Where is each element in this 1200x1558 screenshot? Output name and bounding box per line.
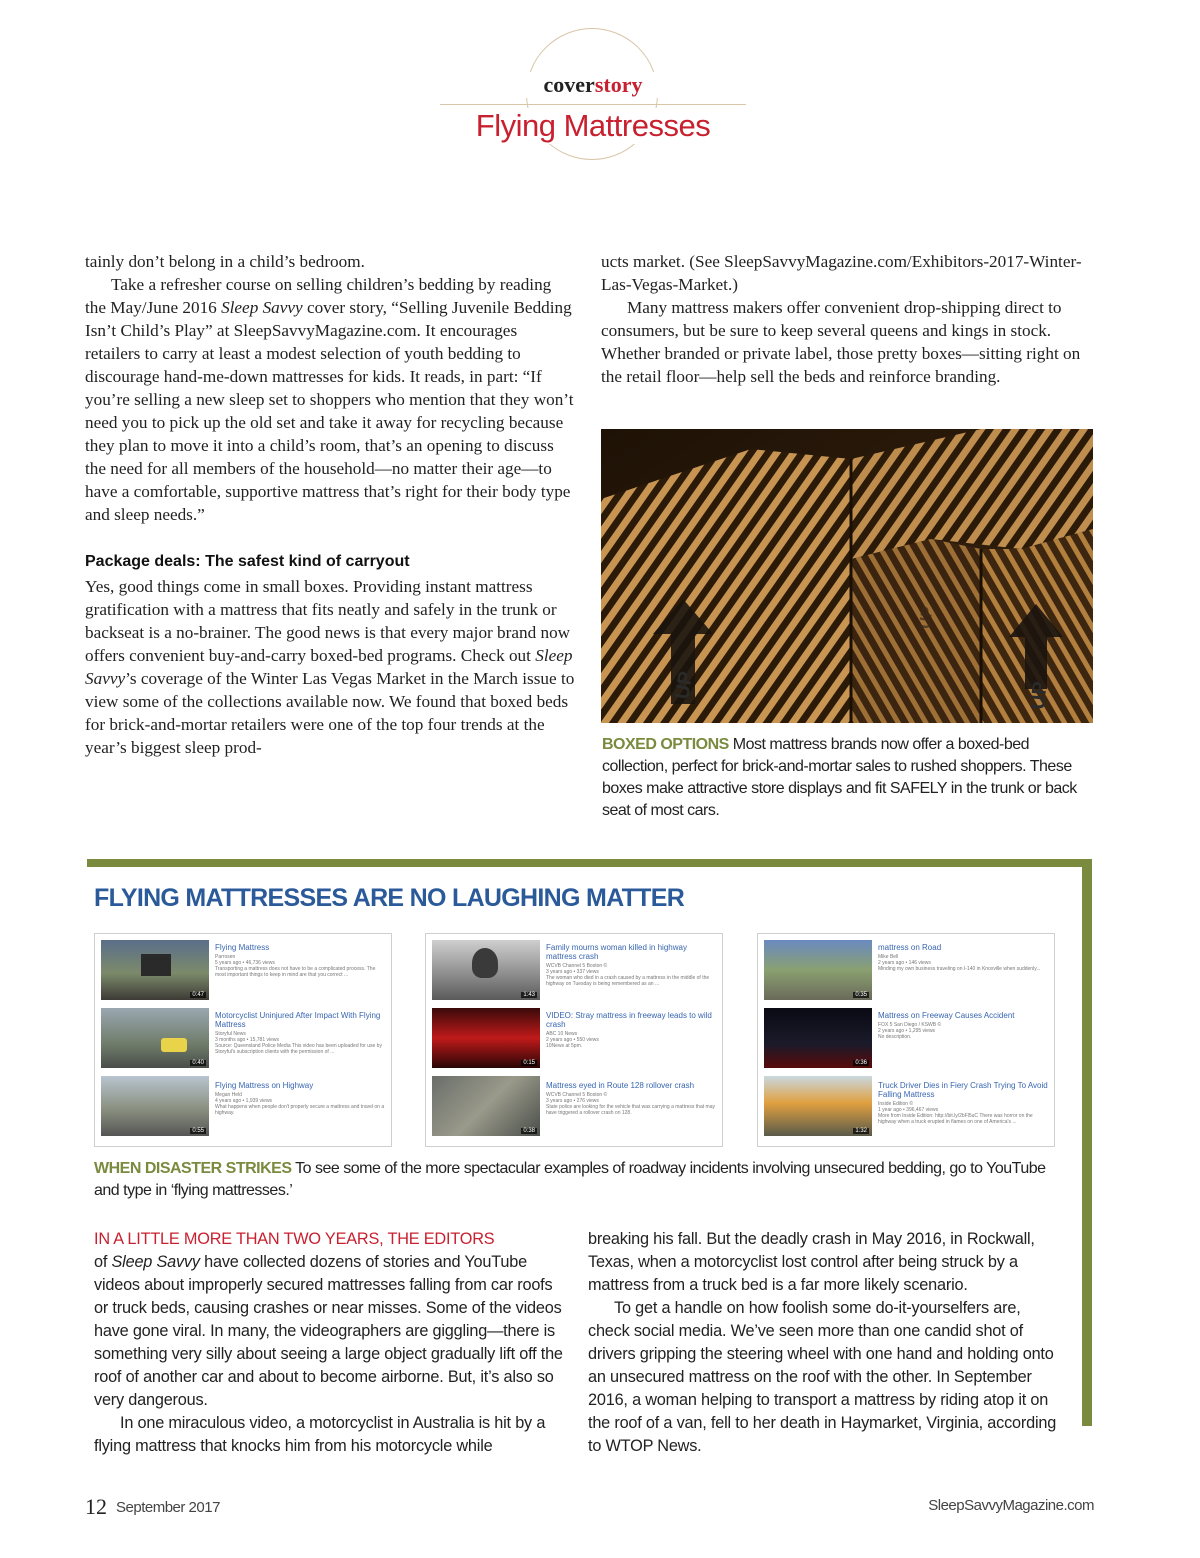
left-p1: tainly don’t belong in a child’s bedroom.	[85, 252, 365, 271]
video-title[interactable]: Mattress eyed in Route 128 rollover crash	[546, 1081, 695, 1090]
subhead-package-deals: Package deals: The safest kind of carryout	[85, 553, 410, 570]
video-channel: Storyful News	[215, 1031, 246, 1037]
video-stats: 1 year ago • 396,467 views	[878, 1107, 939, 1113]
video-thumbnail	[764, 940, 872, 1000]
video-duration: 0:47	[192, 992, 204, 998]
video-description: More from Inside Edition: http://bit.ly/2bFl5uC There was horror on the highway when a truck erupted in flames on one of America's ...	[878, 1113, 1033, 1125]
video-stats: 3 months ago • 15,781 views	[215, 1037, 280, 1043]
video-thumbnail	[101, 1076, 209, 1136]
video-description: Transporting a mattress does not have to be a complicated process. The most important things to keep in mind are that you correct ...	[215, 966, 376, 978]
video-description: 10News at 5pm.	[546, 1043, 583, 1049]
video-channel: ABC 10 News	[546, 1031, 578, 1037]
youtube-screenshot-3	[757, 933, 1055, 1147]
video-meta	[215, 954, 387, 978]
video-duration: 1:32	[855, 1128, 867, 1134]
left-p3-text-a: Yes, good things come in small boxes. Providing instant mattress gratification with a mattress that fits neatly and safely in the trunk or backseat is a no-brainer. The good news is that every major brand now offers convenient buy-and-carry boxed-bed programs. Check out	[85, 577, 571, 665]
video-thumbnail	[101, 1008, 209, 1068]
col1-text-a: of	[94, 1253, 112, 1271]
video-channel: WCVB Channel 5 Boston ©	[546, 963, 608, 969]
video-meta	[215, 1092, 387, 1116]
sidebar-right-rule	[1082, 859, 1092, 1426]
page-headline: Flying Mattresses	[440, 108, 746, 144]
page-number: 12	[85, 1494, 107, 1519]
col1-italic: Sleep Savvy	[111, 1253, 200, 1271]
video-channel: FOX 5 San Diego / KSWB ©	[878, 1022, 942, 1028]
left-p3-text-b: ’s coverage of the Winter Las Vegas Market in the March issue to view some of the collections available now. We found that boxed beds for brick-and-mortar retailers were one of the top four trends at the year’s biggest sleep prod-	[85, 669, 575, 757]
video-description: Minding my own business traveling on I-140 in Knoxville when suddenly...	[878, 966, 1041, 972]
video-description: The woman who died in a crash caused by a mattress in the middle of the highway on Tuesday is being remembered as an ...	[546, 975, 710, 987]
sidebar-column-2	[588, 1228, 1064, 1458]
video-title[interactable]: mattress on Road	[878, 943, 942, 952]
video-duration: 1:43	[523, 992, 535, 998]
video-title[interactable]: Truck Driver Dies in Fiery Crash Trying To Avoid Falling Mattress	[878, 1081, 1048, 1099]
sidebar-col1-p1	[94, 1228, 570, 1412]
sidebar-column-1	[94, 1228, 570, 1458]
left-p3-italic: Sleep Savvy	[85, 646, 573, 688]
sidebar-top-rule	[87, 859, 1092, 867]
sidebar-col2-p2: To get a handle on how foolish some do-it-yourselfers are, check social media. We’ve seen more than one candid shot of drivers gripping the steering wheel with one hand and holding onto an unsecured mattress on the roof with the other. In September 2016, a woman helping to transport a mattress by riding atop it on the roof of a van, fell to her death in Haymarket, Virginia, according to WTOP News.	[588, 1299, 1057, 1455]
video-channel: Inside Edition ©	[878, 1101, 914, 1107]
video-duration: 0:55	[192, 1128, 204, 1134]
boxed-options-caption	[602, 734, 1090, 822]
boxes-photo	[601, 429, 1093, 723]
video-stats: 4 years ago • 1,939 views	[215, 1098, 273, 1104]
video-meta	[215, 1031, 387, 1055]
video-title[interactable]: VIDEO: Stray mattress in freeway leads to wild crash	[546, 1011, 712, 1029]
left-p2-italic: Sleep Savvy	[221, 298, 303, 317]
video-title[interactable]: Motorcyclist Uninjured After Impact With Flying Mattress	[215, 1011, 381, 1029]
caption-text: To see some of the more spectacular examples of roadway incidents involving unsecured bedding, go to YouTube and type in ‘flying mattresses.’	[94, 1160, 1046, 1199]
car-shape	[161, 1038, 187, 1052]
video-meta	[546, 1092, 718, 1116]
video-channel: Megan Held	[215, 1092, 242, 1098]
col1-text-b: have collected dozens of stories and YouTube videos about improperly secured mattresses falling from car roofs or truck beds, causing crashes or near misses. Some of the videos have gone viral. In many, the videographers are giggling—there is something very silly about seeing a large object gradually lift off the roof of another car and about to become airborne. But, it’s also so very dangerous.	[94, 1253, 563, 1409]
video-stats: 2 years ago • 146 views	[878, 960, 931, 966]
video-duration: 0:15	[523, 1060, 535, 1066]
youtube-screenshot-1	[94, 933, 392, 1147]
video-thumbnail	[764, 1008, 872, 1068]
sidebar-col1-p2: In one miraculous video, a motorcyclist in Australia is hit by a flying mattress that knocks him from his motorcycle while	[94, 1414, 546, 1455]
video-thumbnail	[432, 940, 540, 1000]
disaster-caption	[94, 1158, 1069, 1202]
box-label-up-3: UP	[1027, 680, 1052, 711]
video-thumbnail	[764, 1076, 872, 1136]
video-stats: 3 years ago • 276 views	[546, 1098, 599, 1104]
right-p2: Many mattress makers offer convenient drop-shipping direct to consumers, but be sure to keep several queens and kings in stock. Whether branded or private label, those pretty boxes—sitting right on the retail floor—help sell the beds and reinforce branding.	[601, 298, 1081, 386]
left-p2-text-b: cover story, “Selling Juvenile Bedding Isn’t Child’s Play” at SleepSavvyMagazine.com. It encourages retailers to carry at least a modest selection of youth bedding to discourage hand-me-down mattresses for kids. It reads, in part: “If you’re selling a new sleep set to shoppers who mention that they won’t need you to pick up the old set and take it away for recycling because they plan to move it into a child’s room, that’s an opening to discuss the need for all members of the household—no matter their age—to have a comfortable, supportive mattress that’s right for their body type and sleep needs.”	[85, 298, 574, 524]
caption-label: WHEN DISASTER STRIKES	[94, 1160, 292, 1177]
video-stats: 2 years ago • 550 views	[546, 1037, 599, 1043]
video-title[interactable]: Flying Mattress on Highway	[215, 1081, 314, 1090]
video-thumbnail	[432, 1076, 540, 1136]
video-description: State police are looking for the vehicle that was carrying a mattress that may have triggered a rollover crash on 128.	[546, 1104, 715, 1116]
video-stats: 5 years ago • 46,736 views	[215, 960, 275, 966]
section-label	[440, 72, 746, 98]
left-p2-text-a: Take a refresher course on selling children’s bedding by reading the May/June 2016	[85, 275, 552, 317]
youtube-screenshot-2	[425, 933, 723, 1147]
video-thumbnail	[432, 1008, 540, 1068]
lede-text: IN A LITTLE MORE THAN TWO YEARS, THE EDITORS	[94, 1230, 495, 1248]
video-channel: Mike Bell	[878, 954, 899, 960]
video-meta	[546, 1031, 718, 1049]
caption-label: BOXED OPTIONS	[602, 736, 729, 753]
video-stats: 2 years ago • 1,295 views	[878, 1028, 936, 1034]
left-p2	[85, 273, 575, 526]
video-meta	[878, 1101, 1050, 1125]
left-p3	[85, 575, 575, 759]
issue-date: September 2017	[116, 1499, 220, 1516]
video-description: What happens when people don't properly secure a mattress and travel on a highway.	[215, 1104, 385, 1116]
sidebar-col2-p1: breaking his fall. But the deadly crash in May 2016, in Rockwall, Texas, when a motorcyclist lost control after being struck by a mattress from a truck bed is a far more likely scenario.	[588, 1230, 1035, 1294]
video-stats: 3 years ago • 337 views	[546, 969, 599, 975]
box-label-up-1: UP	[671, 669, 698, 702]
sidebar-title: FLYING MATTRESSES ARE NO LAUGHING MATTER	[94, 884, 685, 912]
video-meta	[878, 954, 1050, 972]
right-column	[601, 250, 1093, 388]
video-title[interactable]: Family mourns woman killed in highway mattress crash	[546, 943, 687, 961]
video-duration: 0:36	[855, 1060, 867, 1066]
section-label-cover: cover	[543, 72, 595, 97]
right-p1: ucts market. (See SleepSavvyMagazine.com/Exhibitors-2017-Winter-Las-Vegas-Market.)	[601, 252, 1082, 294]
video-duration: 0:35	[855, 992, 867, 998]
video-meta	[878, 1022, 1050, 1040]
video-thumbnail	[101, 940, 209, 1000]
magazine-url: SleepSavvyMagazine.com	[928, 1497, 1094, 1514]
video-title[interactable]: Flying Mattress	[215, 943, 270, 952]
video-duration: 0:38	[523, 1128, 535, 1134]
video-title[interactable]: Mattress on Freeway Causes Accident	[878, 1011, 1015, 1020]
video-channel: WCVB Channel 5 Boston ©	[546, 1092, 608, 1098]
box-label-up-2: UP	[916, 605, 937, 631]
video-channel: Parrosen	[215, 954, 236, 960]
caption-text: Most mattress brands now offer a boxed-bed collection, perfect for brick-and-mortar sales to rushed shoppers. These boxes make attractive store displays and fit SAFELY in the trunk or back seat of most cars.	[602, 736, 1077, 819]
video-meta	[546, 963, 718, 987]
video-description: No description.	[878, 1034, 912, 1040]
left-column	[85, 250, 575, 759]
header-rule	[440, 104, 746, 105]
video-duration: 0:40	[192, 1060, 204, 1066]
truck-shape	[141, 954, 171, 976]
section-label-story: story	[594, 72, 643, 97]
portrait-shape	[472, 948, 498, 978]
video-description: Source: Queensland Police Media This video has been uploaded for use by Storyful's subscription clients with the permission of ...	[215, 1043, 382, 1055]
